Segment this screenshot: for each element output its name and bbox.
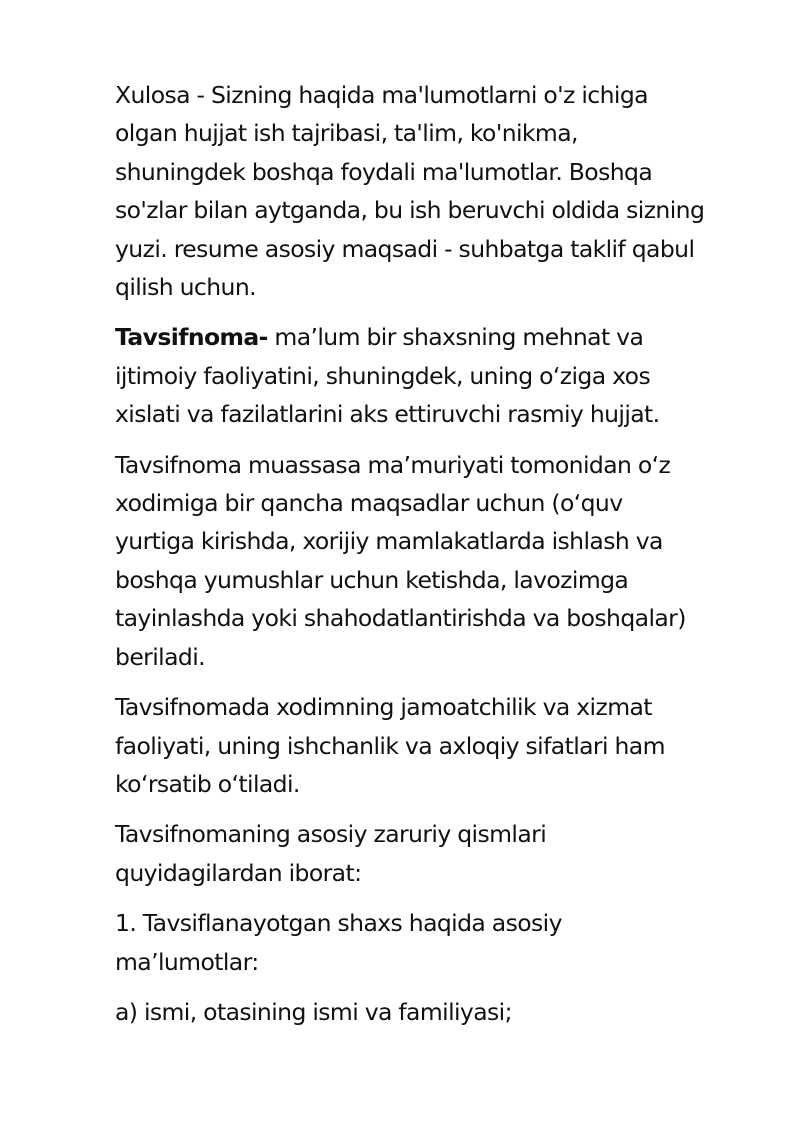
text-line: Xulosa - Sizning haqida ma'lumotlarni o'z ichiga [115, 81, 648, 109]
paragraph-tavsifnoma-definition [115, 318, 755, 433]
paragraph-xulosa [115, 76, 755, 306]
text-line: xislati va fazilatlarini aks ettiruvchi rasmiy hujjat. [115, 400, 660, 429]
text-line: ijtimoiy faoliyatini, shuningdek, uning o‘ziga xos [115, 361, 651, 390]
paragraph-tavsifnoma-purpose [115, 446, 755, 676]
text-line: a) ismi, otasining ismi va familiyasi; [115, 997, 512, 1026]
document-body [115, 76, 755, 1043]
list-item-a [115, 993, 755, 1031]
text-line: xodimiga bir qancha maqsadlar uchun (o‘quv [115, 489, 623, 518]
text-line: beriladi. [115, 642, 206, 671]
text-line: ma’lumotlar: [115, 947, 259, 976]
text-line: Tavsifnoma muassasa ma’muriyati tomonidan o‘z [115, 450, 671, 479]
text-line: tayinlashda yoki shahodatlantirishda va boshqalar) [115, 604, 686, 633]
text-line: qilish uchun. [115, 273, 256, 302]
text-line: yuzi. resume asosiy maqsadi - suhbatga taklif qabul [115, 234, 695, 263]
text-line: ma’lum bir shaxsning mehnat va [267, 323, 644, 352]
text-line: yurtiga kirishda, xorijiy mamlakatlarda ishlash va [115, 527, 663, 556]
text-line: Tavsifnomada xodimning jamoatchilik va xizmat [115, 693, 652, 722]
defined-term: Tavsifnoma- [115, 323, 268, 352]
text-line: boshqa yumushlar uchun ketishda, lavozimga [115, 565, 629, 594]
text-line: olgan hujjat ish tajribasi, ta'lim, ko'nikma, [115, 119, 578, 148]
text-line: ko‘rsatib o‘tiladi. [115, 769, 300, 798]
paragraph-main-parts [115, 815, 755, 892]
text-line: shuningdek boshqa foydali ma'lumotlar. Boshqa [115, 157, 653, 186]
paragraph-tavsifnoma-content [115, 688, 755, 803]
text-line: quyidagilardan iborat: [115, 858, 362, 887]
text-line: faoliyati, uning ishchanlik va axloqiy sifatlari ham [115, 731, 665, 760]
list-item-1 [115, 904, 755, 981]
text-line: Tavsifnomaning asosiy zaruriy qismlari [115, 820, 547, 849]
text-line: so'zlar bilan aytganda, bu ish beruvchi oldida sizning [115, 196, 705, 225]
text-line: 1. Tavsiflanayotgan shaxs haqida asosiy [115, 909, 562, 938]
